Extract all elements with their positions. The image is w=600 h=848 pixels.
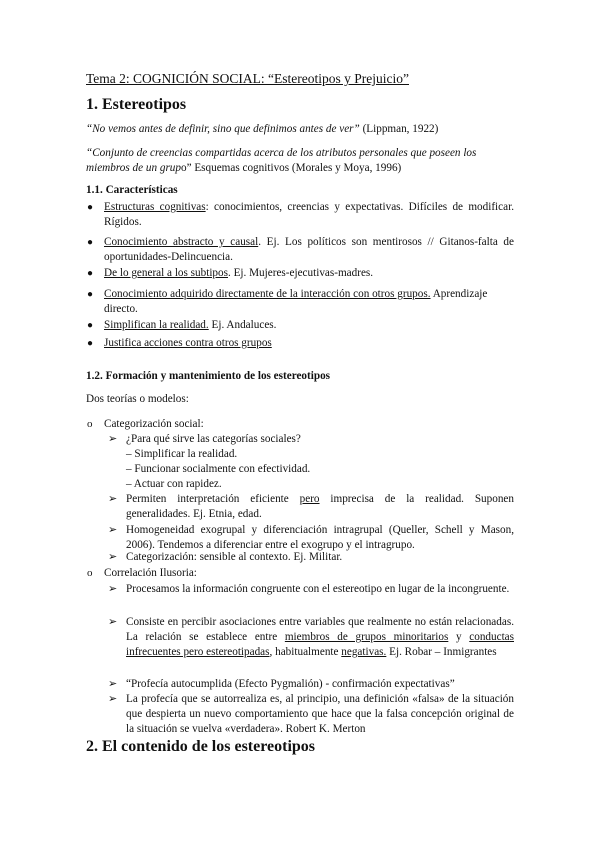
correlation-point-2 [126,615,514,660]
list-item-text: Aprendizaje directo. [104,288,488,315]
correlation-point-1: Procesamos la información congruente con el estereotipo en lugar de la incongruente. [126,583,510,595]
dash-item: – Funcionar socialmente con efectividad. [126,463,311,475]
quote-lippman-source: (Lippman, 1922) [359,123,439,135]
list-item-text: Ej. Andaluces. [208,319,277,331]
subsection-1-1-heading: 1.1. Características [86,184,178,196]
quote-lippman [86,122,526,137]
list-item-key: Conocimiento abstracto y causal [104,236,259,248]
subsection-1-2-heading: 1.2. Formación y mantenimiento de los estereotipos [86,370,331,382]
point-underlined: pero [299,493,320,505]
list-item [104,318,514,333]
list-item-key: De lo general a los subtipos [104,267,228,279]
bullet-icon: ● [87,338,94,349]
list-item-text: . Ej. Los políticos son mentirosos // Gitanos-falta de oportunidades-Delincuencia. [104,236,514,263]
arrow-bullet-icon: ➢ [108,678,118,690]
point-underlined: miembros de grupos minoritarios [284,631,449,643]
list-item-key: Estructuras cognitivas [104,201,206,213]
quote-lippman-text: “No vemos antes de definir, sino que definimos antes de ver” [86,123,360,135]
quote-definition-text: “Conjunto de creencias compartidas acerca de los atributos personales que poseen los miembros de un grup [86,147,477,174]
categorization-point-1 [126,492,514,522]
arrow-bullet-icon: ➢ [108,551,118,563]
quote-definition-source: o” Esquemas cognitivos (Morales y Moya, 1996) [180,162,402,174]
list-item-text: . Ej. Mujeres-ejecutivas-madres. [227,267,374,279]
arrow-bullet-icon: ➢ [108,583,118,595]
bullet-icon: ● [87,268,94,279]
list-item-key: Conocimiento adquirido directamente de la interacción con otros grupos. [104,288,431,300]
document-title: Tema 2: COGNICIÓN SOCIAL: “Estereotipos y Prejuicio” [86,71,409,86]
arrow-bullet-icon: ➢ [108,524,118,536]
point-text: , habitualmente [269,646,342,658]
arrow-bullet-icon: ➢ [108,693,118,705]
point-text: y [448,631,470,643]
arrow-bullet-icon: ➢ [108,493,118,505]
section-1-heading: 1. Estereotipos [86,96,187,113]
dash-item: – Simplificar la realidad. [126,448,238,460]
arrow-bullet-icon: ➢ [108,433,118,445]
list-item [104,266,514,281]
list-item [104,235,514,265]
point-text: imprecisa de la realidad. Suponen generalidades. Ej. Etnia, edad. [126,493,514,520]
list-item-key: Simplifican la realidad. [104,319,209,331]
point-text: Ej. Robar – Inmigrantes [386,646,497,658]
categorization-point-3: Categorización: sensible al contexto. Ej. Militar. [126,551,343,563]
arrow-bullet-icon: ➢ [108,616,118,628]
point-underlined: negativas. [341,646,387,658]
correlation-point-3: “Profecía autocumplida (Efecto Pygmalión) - confirmación expectativas” [126,678,455,690]
quote-definition [86,146,516,176]
point-underlined: conductas infrecuentes pero estereotipadas [126,631,514,658]
models-intro: Dos teorías o modelos: [86,393,189,405]
list-item-key: Justifica acciones contra otros grupos [104,337,272,349]
bullet-icon: ● [87,320,94,331]
categorization-question: ¿Para qué sirve las categorías sociales? [126,433,301,445]
list-item [104,287,514,317]
bullet-icon: ● [87,237,94,248]
dash-item: – Actuar con rapidez. [126,478,222,490]
point-text: Consiste en percibir asociaciones entre variables que realmente no están relacionadas. La relación se establece entre [126,616,514,643]
correlation-label: Correlación Ilusoria: [104,567,197,579]
correlation-point-4: La profecía que se autorrealiza es, al principio, una definición «falsa» de la situación que despierta un nuevo comportamiento que hace que la falsa concepción original de la situación se vuelva «verdadera». Robert K. Merton [126,693,514,735]
point-text: Permiten interpretación eficiente [126,493,300,505]
categorization-point-2: Homogeneidad exogrupal y diferenciación intragrupal (Queller, Schell y Mason, 2006). Tendemos a diferenciar entre el exogrupo y el intragrupo. [126,524,514,551]
circle-bullet-icon: o [87,418,93,430]
circle-bullet-icon: o [87,567,93,579]
section-2-heading: 2. El contenido de los estereotipos [86,738,316,755]
bullet-icon: ● [87,289,94,300]
list-item [104,336,514,351]
list-item [104,200,514,230]
bullet-icon: ● [87,202,94,213]
categorization-label: Categorización social: [104,418,204,430]
list-item-text: : conocimientos, creencias y expectativas. Difíciles de modificar. Rígidos. [104,201,514,228]
